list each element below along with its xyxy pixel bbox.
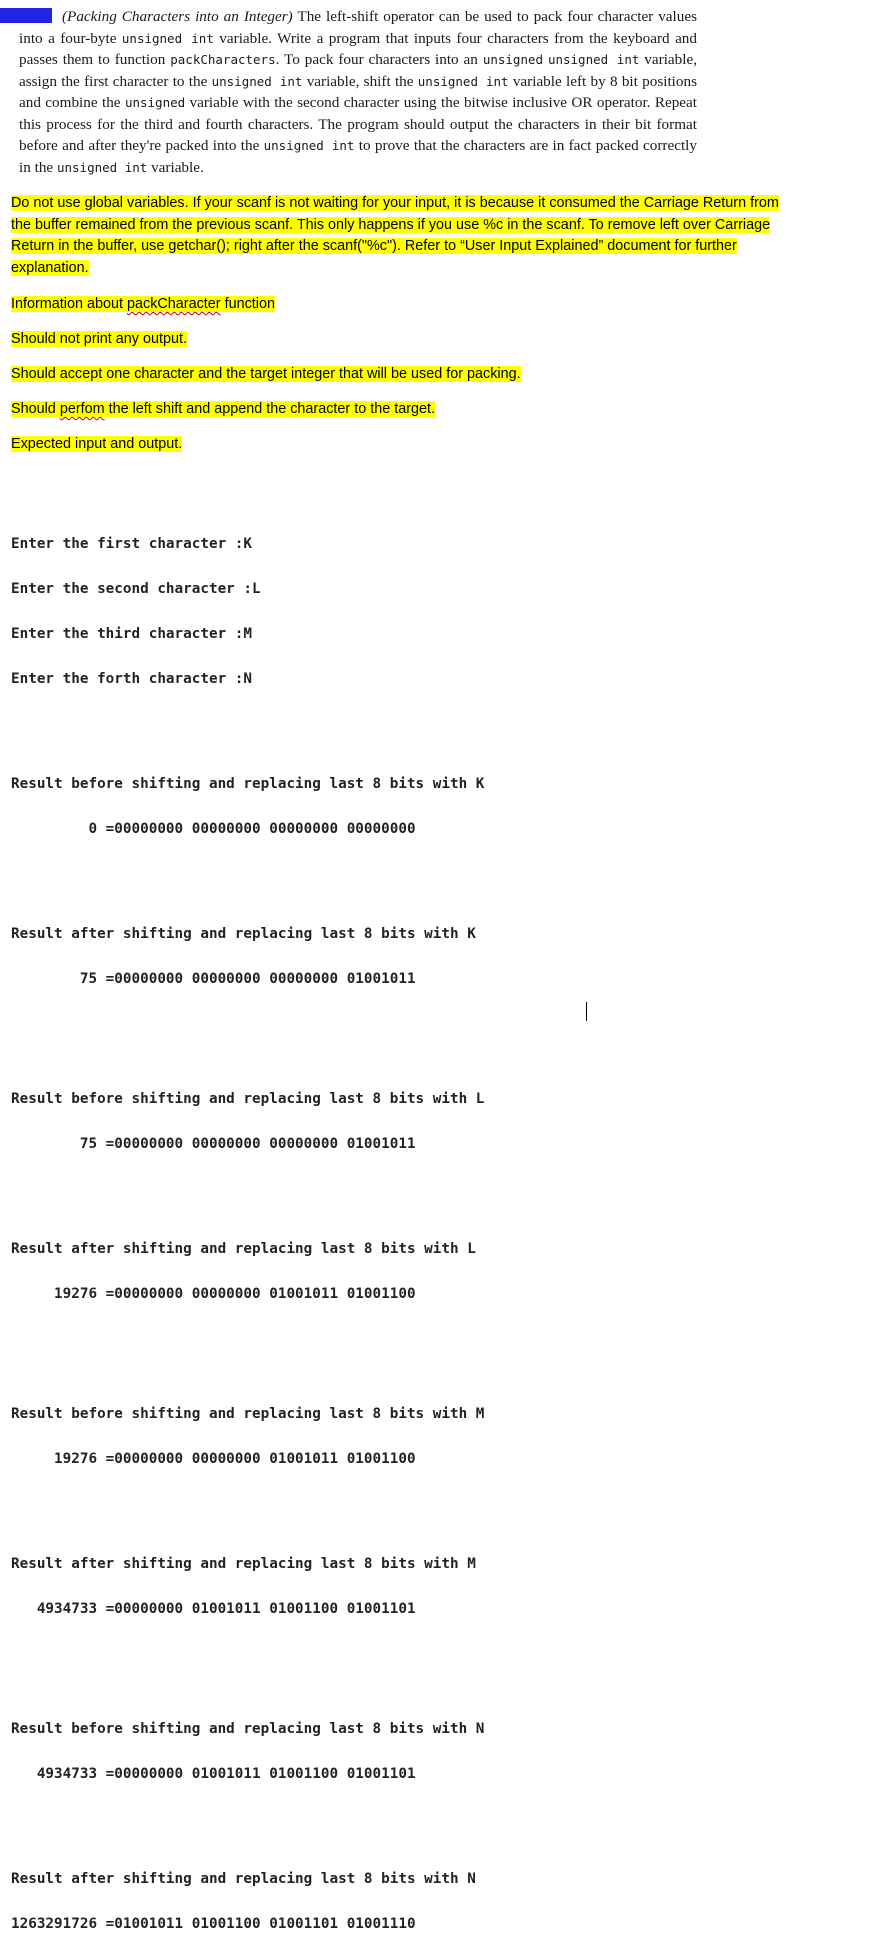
code-function-name: packCharacters — [170, 52, 276, 67]
exercise-text-segment: variable with the second character using the bitwise inclusive OR operator. Repeat this process for the third and fourth characters. The program should output the characters in their bit format before and after they're packed into the — [19, 94, 698, 154]
code-keyword: unsigned int — [56, 159, 148, 175]
console-output — [11, 507, 484, 1947]
console-prompt: Enter the second character :L — [11, 581, 261, 597]
exercise-text-segment: . To pack four characters into an — [275, 51, 483, 68]
note-perform-shift — [11, 399, 435, 421]
note-text: Information about — [11, 296, 127, 312]
result-value: 4934733 =00000000 01001011 01001100 01001101 — [11, 1601, 416, 1617]
code-keyword: unsigned — [124, 95, 186, 110]
result-label: Result after shifting and replacing last 8 bits with K — [11, 926, 476, 942]
exercise-text-segment: to prove that the characters are in fact packed correctly in the — [19, 137, 697, 176]
exercise-text-segment: variable. Write a program that inputs four characters from the keyboard and passes them to function — [19, 29, 697, 68]
result-value: 75 =00000000 00000000 00000000 01001011 — [11, 971, 416, 987]
result-value: 1263291726 =01001011 01001100 01001101 01001110 — [11, 1916, 416, 1932]
result-label: Result before shifting and replacing last 8 bits with K — [11, 776, 485, 792]
console-prompt: Enter the third character :M — [11, 626, 253, 642]
exercise-text-segment: variable left by 8 bit positions and combine the — [19, 72, 698, 111]
result-value: 75 =00000000 00000000 00000000 01001011 — [11, 1136, 416, 1152]
note-text: function — [220, 296, 275, 312]
result-label: Result before shifting and replacing last 8 bits with L — [11, 1091, 485, 1107]
exercise-text — [19, 6, 697, 178]
code-keyword: unsigned int — [263, 138, 355, 153]
exercise-text-segment: variable, shift the — [302, 72, 418, 90]
code-keyword: unsigned int — [121, 30, 214, 46]
text-cursor — [586, 1002, 587, 1021]
exercise-title: (Packing Characters into an Integer) — [62, 8, 293, 25]
note-global-variables — [11, 193, 801, 279]
note-text: Should accept one character and the target integer that will be used for packing. — [11, 366, 521, 382]
note-no-output — [11, 329, 187, 351]
note-text: Do not use global variables. If your scanf is not waiting for your input, it is because it consumed the Carriage Return from the buffer remained from the previous scanf. This only happens if you use %c in the scanf. To remove left over Carriage Return in the buffer, use getchar(); right after the scanf("%c"). Refer to “User Input Explained” document for further explanation. — [11, 195, 779, 276]
exercise-text-segment: The left-shift operator can be used to pack four character values into a four-byte — [19, 8, 697, 47]
function-name: packCharacter — [127, 296, 221, 312]
code-keyword: unsigned — [482, 52, 544, 67]
code-keyword: unsigned int — [211, 73, 303, 89]
result-value: 0 =00000000 00000000 00000000 00000000 — [11, 821, 416, 837]
exercise-number-marker — [0, 8, 52, 23]
note-text: the left shift and append the character to the target. — [104, 401, 436, 417]
note-pack-character-info — [11, 294, 275, 316]
result-value: 19276 =00000000 00000000 01001011 01001100 — [11, 1451, 416, 1467]
code-keyword: unsigned int — [417, 73, 509, 89]
result-label: Result after shifting and replacing last 8 bits with L — [11, 1241, 476, 1257]
note-text: Expected input and output. — [11, 436, 183, 452]
result-value: 4934733 =00000000 01001011 01001100 01001101 — [11, 1766, 416, 1782]
note-accept-params — [11, 364, 521, 386]
code-keyword: unsigned int — [547, 52, 640, 67]
note-text: Should not print any output. — [11, 331, 188, 347]
console-prompt: Enter the first character :K — [11, 536, 253, 552]
exercise-text-segment: variable. — [147, 158, 204, 176]
console-prompt: Enter the forth character :N — [11, 671, 253, 687]
note-text: Should — [11, 401, 60, 417]
result-value: 19276 =00000000 00000000 01001011 01001100 — [11, 1286, 416, 1302]
misspelled-word: perfom — [59, 401, 105, 417]
result-label: Result after shifting and replacing last 8 bits with M — [11, 1556, 476, 1572]
result-label: Result after shifting and replacing last 8 bits with N — [11, 1871, 476, 1887]
exercise-text-segment: variable, assign the first character to the — [19, 51, 698, 90]
result-label: Result before shifting and replacing last 8 bits with N — [11, 1721, 485, 1737]
result-label: Result before shifting and replacing last 8 bits with M — [11, 1406, 485, 1422]
note-expected-io — [11, 434, 182, 456]
